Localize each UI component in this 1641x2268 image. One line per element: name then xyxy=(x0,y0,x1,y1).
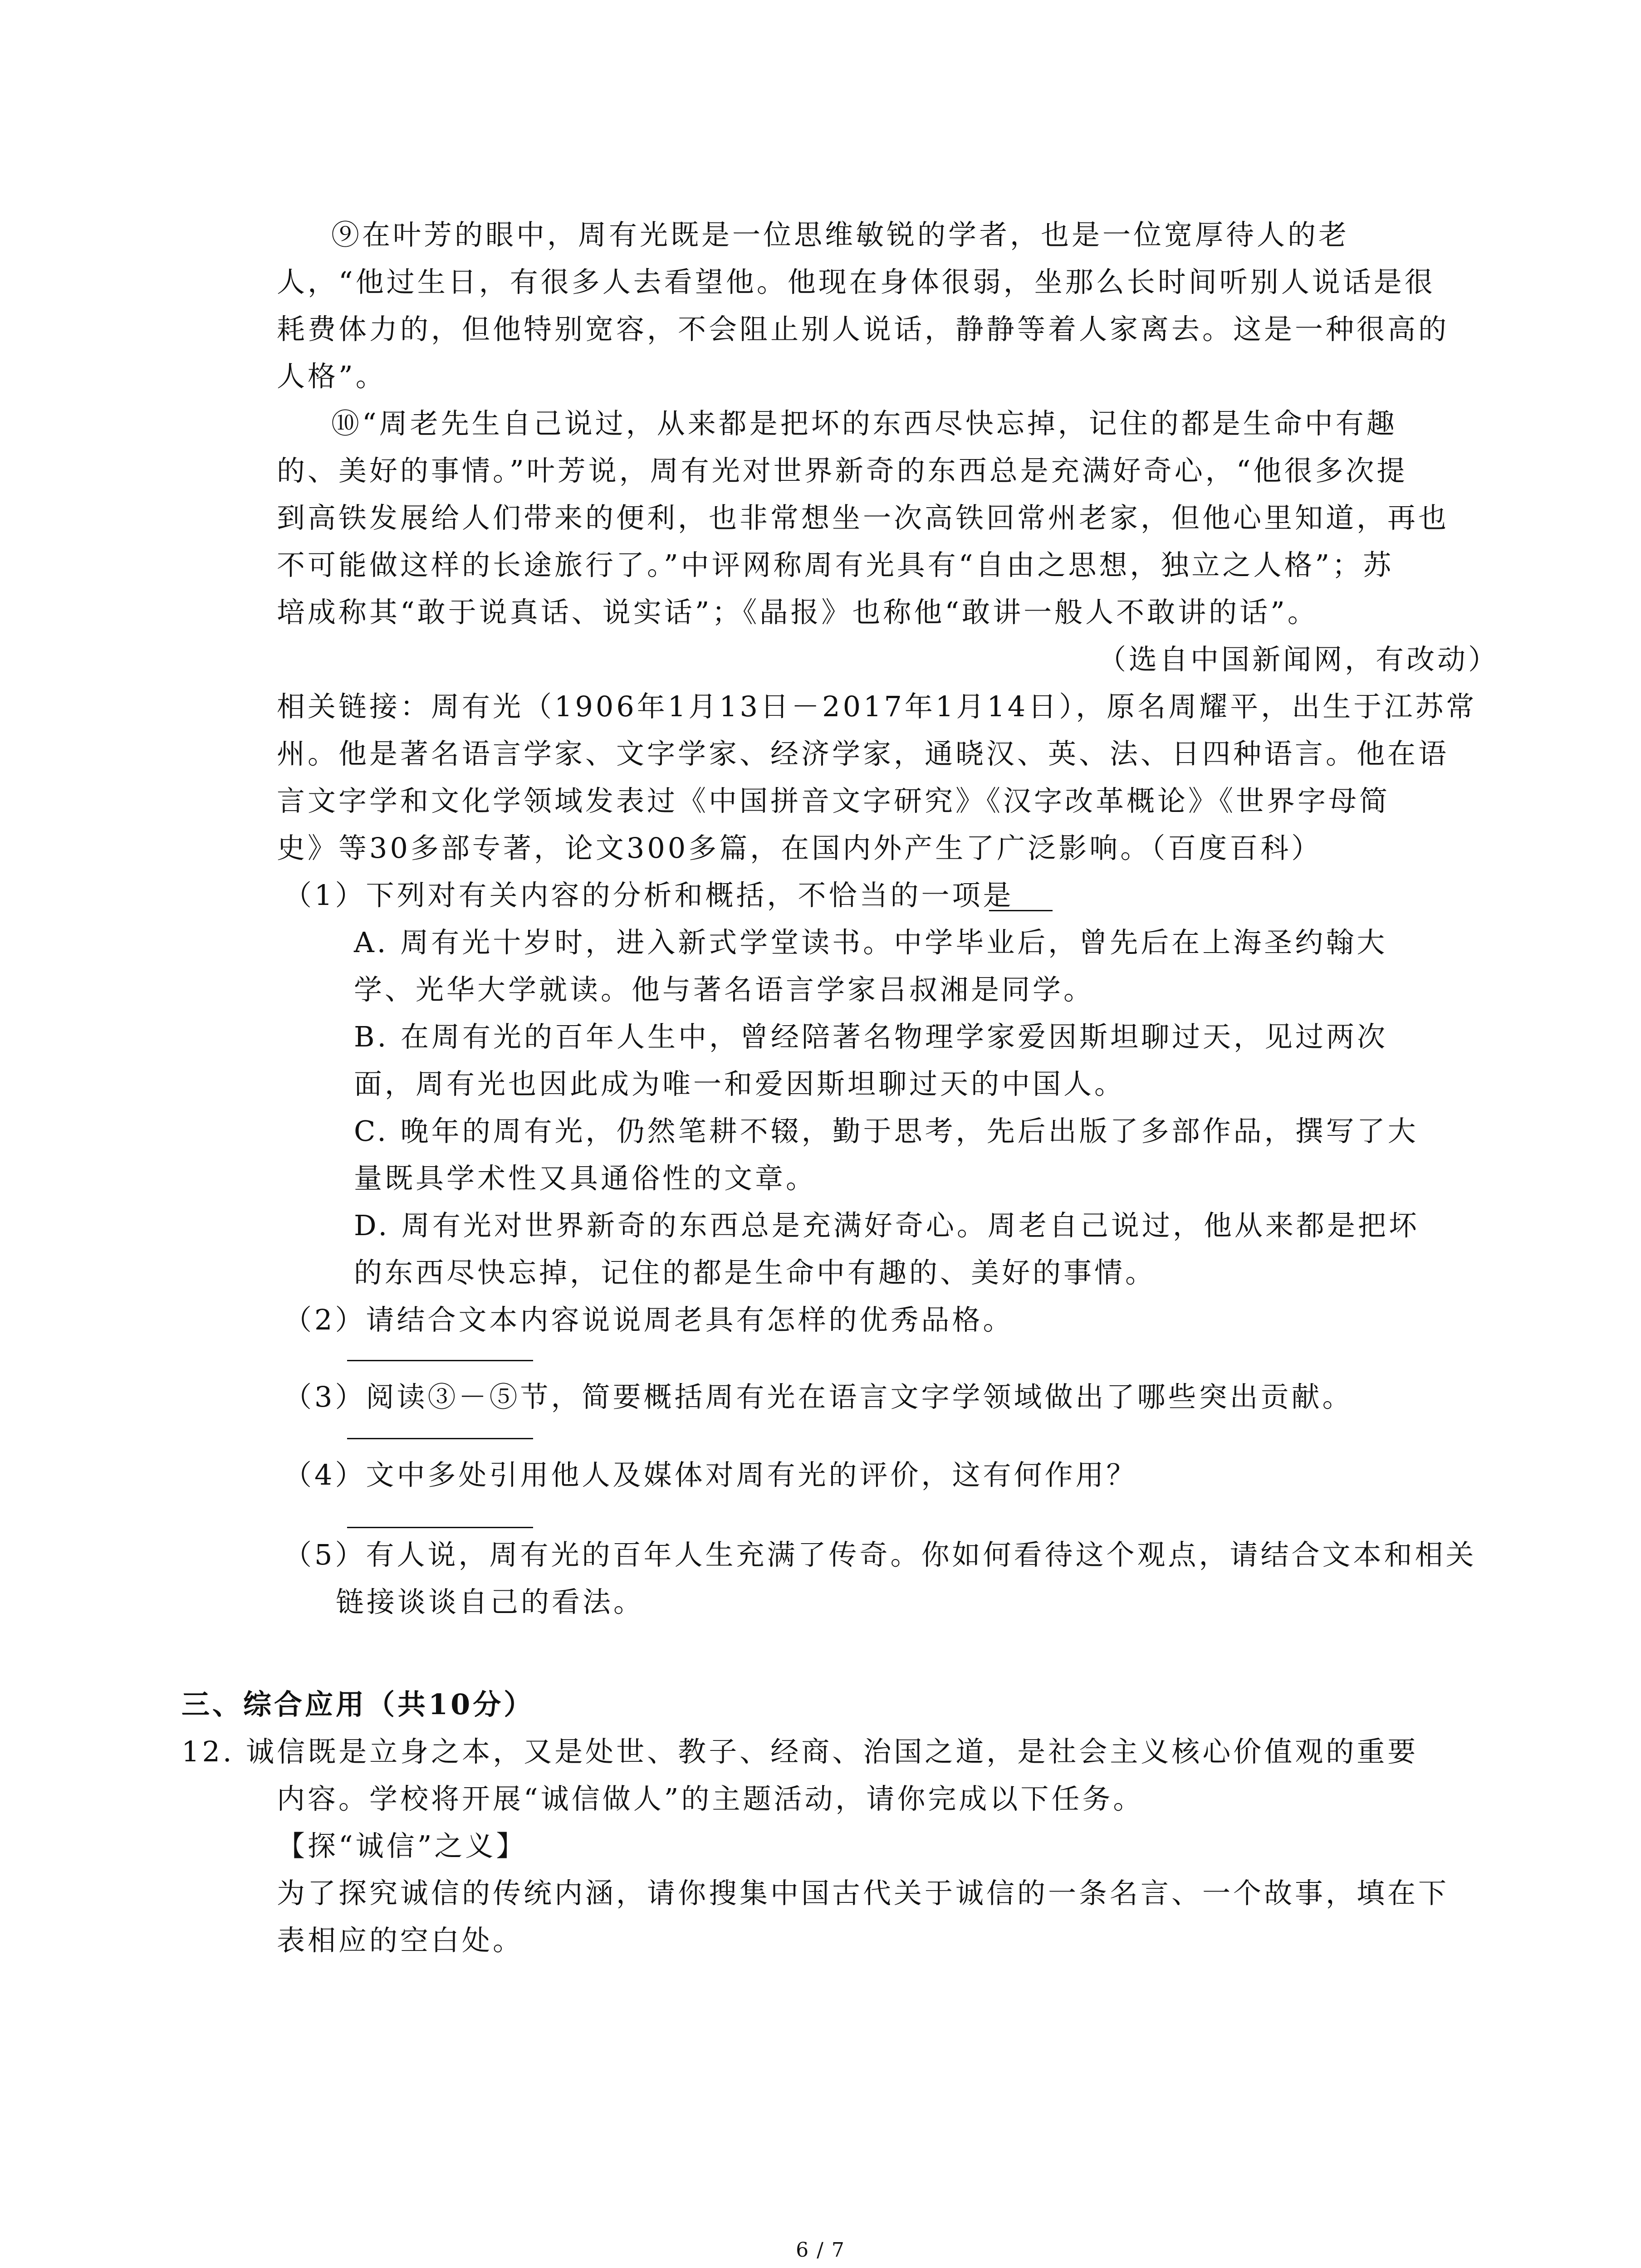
para9-line-4: 人格”。 xyxy=(277,360,387,393)
question-2: （2）请结合文本内容说说周老具有怎样的优秀品格。 xyxy=(284,1303,1014,1336)
question-5-line-2: 链接谈谈自己的看法。 xyxy=(336,1585,645,1618)
question-1: （1）下列对有关内容的分析和概括，不恰当的一项是 xyxy=(284,879,1014,912)
question-5-line-1: （5）有人说，周有光的百年人生充满了传奇。你如何看待这个观点，请结合文本和相关 xyxy=(284,1538,1477,1571)
question-12-line-2: 内容。学校将开展“诚信做人”的主题活动，请你完成以下任务。 xyxy=(277,1782,1144,1815)
related-link-line-1: 相关链接：周有光（1906年1月13日－2017年1月14日），原名周耀平，出生于江苏常 xyxy=(277,690,1477,723)
task-title: 【探“诚信”之义】 xyxy=(277,1829,527,1862)
q3-answer-line[interactable] xyxy=(347,1438,533,1439)
question-12-line-1: 12. 诚信既是立身之本，又是处世、教子、经商、治国之道，是社会主义核心价值观的重要 xyxy=(181,1735,1419,1768)
page-number: 6 / 7 xyxy=(796,2239,845,2262)
para10-line-2: 的、美好的事情。”叶芳说，周有光对世界新奇的东西总是充满好奇心，“他很多次提 xyxy=(277,454,1408,487)
q4-answer-line[interactable] xyxy=(347,1527,533,1528)
q1-answer-blank[interactable] xyxy=(989,910,1053,911)
article-source: （选自中国新闻网，有改动） xyxy=(1098,643,1499,676)
para9-line-3: 耗费体力的，但他特别宽容，不会阻止别人说话，静静等着人家离去。这是一种很高的 xyxy=(277,313,1450,346)
para10-line-3: 到高铁发展给人们带来的便利，也非常想坐一次高铁回常州老家，但他心里知道，再也 xyxy=(277,501,1450,534)
task-body-line-1: 为了探究诚信的传统内涵，请你搜集中国古代关于诚信的一条名言、一个故事，填在下 xyxy=(277,1877,1450,1910)
option-b-line-1: B. 在周有光的百年人生中，曾经陪著名物理学家爱因斯坦聊过天，见过两次 xyxy=(354,1020,1388,1053)
para10-line-5: 培成称其“敢于说真话、说实话”；《晶报》也称他“敢讲一般人不敢讲的话”。 xyxy=(277,596,1318,629)
option-b-line-2: 面，周有光也因此成为唯一和爱因斯坦聊过天的中国人。 xyxy=(354,1067,1126,1100)
para9-line-2: 人，“他过生日，有很多人去看望他。他现在身体很弱，坐那么长时间听别人说话是很 xyxy=(277,265,1435,298)
section-3-heading: 三、综合应用（共10分） xyxy=(181,1688,535,1721)
option-c-line-1: C. 晚年的周有光，仍然笔耕不辍，勤于思考，先后出版了多部作品，撰写了大 xyxy=(354,1114,1419,1148)
option-a-line-1: A. 周有光十岁时，进入新式学堂读书。中学毕业后，曾先后在上海圣约翰大 xyxy=(354,926,1388,959)
q2-answer-line[interactable] xyxy=(347,1360,533,1361)
related-link-line-4: 史》等30多部专著，论文300多篇，在国内外产生了广泛影响。（百度百科） xyxy=(277,831,1323,865)
task-body-line-2: 表相应的空白处。 xyxy=(277,1924,524,1957)
para10-line-4: 不可能做这样的长途旅行了。”中评网称周有光具有“自由之思想，独立之人格”；苏 xyxy=(277,548,1394,582)
question-4: （4）文中多处引用他人及媒体对周有光的评价，这有何作用？ xyxy=(284,1458,1137,1491)
option-d-line-1: D. 周有光对世界新奇的东西总是充满好奇心。周老自己说过，他从来都是把坏 xyxy=(354,1209,1420,1242)
related-link-line-2: 州。他是著名语言学家、文字学家、经济学家，通晓汉、英、法、日四种语言。他在语 xyxy=(277,737,1450,770)
para10-line-1: ⑩“周老先生自己说过，从来都是把坏的东西尽快忘掉，记住的都是生命中有趣 xyxy=(331,407,1397,440)
para9-line-1: ⑨在叶芳的眼中，周有光既是一位思维敏锐的学者，也是一位宽厚待人的老 xyxy=(331,218,1350,251)
question-3: （3）阅读③－⑤节，简要概括周有光在语言文字学领域做出了哪些突出贡献。 xyxy=(284,1380,1353,1413)
related-link-line-3: 言文字学和文化学领域发表过《中国拼音文字研究》《汉字改革概论》《世界字母简 xyxy=(277,784,1391,817)
option-d-line-2: 的东西尽快忘掉，记住的都是生命中有趣的、美好的事情。 xyxy=(354,1256,1156,1289)
option-a-line-2: 学、光华大学就读。他与著名语言学家吕叔湘是同学。 xyxy=(354,973,1095,1006)
option-c-line-2: 量既具学术性又具通俗性的文章。 xyxy=(354,1162,817,1195)
